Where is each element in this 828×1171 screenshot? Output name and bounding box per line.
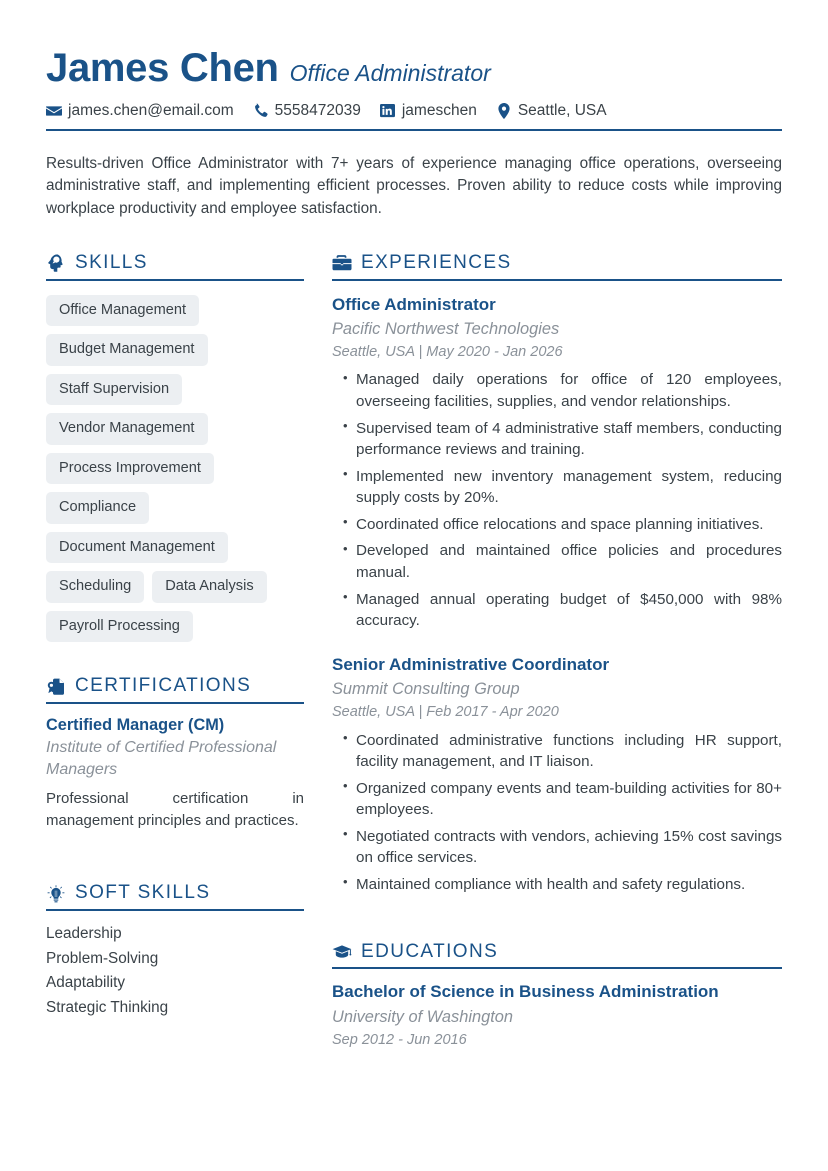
education-degree: Bachelor of Science in Business Administration bbox=[332, 982, 719, 1002]
section-skills bbox=[46, 253, 304, 642]
contact-email-value: james.chen@email.com bbox=[68, 101, 234, 119]
map-pin-icon bbox=[496, 103, 512, 119]
skill-tag: Vendor Management bbox=[46, 413, 208, 445]
experience-meta: Seattle, USA | Feb 2017 - Apr 2020 bbox=[332, 703, 559, 720]
contact-location-value: Seattle, USA bbox=[517, 101, 607, 119]
contact-phone[interactable] bbox=[253, 102, 361, 120]
skill-tag: Document Management bbox=[46, 532, 228, 564]
skill-tag: Data Analysis bbox=[152, 571, 266, 603]
skill-tag: Process Improvement bbox=[46, 453, 214, 485]
experience-bullet: • Managed annual operating budget of $450,000 with 98% accuracy. bbox=[332, 589, 782, 632]
experience-bullet: • Maintained compliance with health and safety regulations. bbox=[332, 874, 782, 896]
contact-phone-value: 5558472039 bbox=[274, 101, 361, 119]
section-header-skills bbox=[46, 253, 304, 281]
experience-bullet: • Organized company events and team-building activities for 80+ employees. bbox=[332, 778, 782, 821]
contact-location bbox=[496, 102, 607, 120]
professional-summary: Results-driven Office Administrator with 7+ years of experience managing office operations, overseeing administrative staff, and implementing efficient processes. Proven ability to reduce costs while improving workplace productivity and employee satisfaction. bbox=[46, 154, 782, 218]
section-header-certifications bbox=[46, 676, 304, 704]
experience-meta: Seattle, USA | May 2020 - Jan 2026 bbox=[332, 343, 563, 360]
section-title-experiences: EXPERIENCES bbox=[361, 251, 512, 273]
resume-header bbox=[46, 46, 782, 131]
contact-row bbox=[46, 102, 782, 131]
soft-skill-item: Problem-Solving bbox=[46, 949, 159, 967]
main-column bbox=[332, 253, 782, 1051]
head-brain-icon bbox=[46, 253, 66, 273]
experience-bullet: • Supervised team of 4 administrative staff members, conducting performance reviews and training. bbox=[332, 418, 782, 461]
experience-bullet: • Managed daily operations for office of 120 employees, overseeing facilities, supplies, and vendor relationships. bbox=[332, 369, 782, 412]
certification-description: Professional certification in management principles and practices. bbox=[46, 789, 304, 829]
skill-tag: Payroll Processing bbox=[46, 611, 193, 643]
briefcase-icon bbox=[332, 253, 352, 273]
soft-skill-item: Adaptability bbox=[46, 974, 126, 992]
experience-bullets bbox=[332, 730, 782, 896]
section-soft-skills bbox=[46, 883, 304, 1020]
experience-bullet: • Coordinated office relocations and space planning initiatives. bbox=[332, 514, 782, 536]
experience-bullet: • Developed and maintained office policies and procedures manual. bbox=[332, 540, 782, 583]
job-title: Office Administrator bbox=[289, 60, 491, 86]
phone-icon bbox=[253, 103, 269, 119]
soft-skill-item: Leadership bbox=[46, 925, 122, 943]
experience-company: Pacific Northwest Technologies bbox=[332, 319, 560, 338]
skill-tag: Compliance bbox=[46, 492, 149, 524]
experience-item bbox=[332, 294, 782, 632]
graduation-cap-icon bbox=[332, 942, 352, 962]
section-title-soft-skills: SOFT SKILLS bbox=[75, 882, 211, 904]
experience-bullet: • Negotiated contracts with vendors, achieving 15% cost savings on office services. bbox=[332, 826, 782, 869]
experience-role: Senior Administrative Coordinator bbox=[332, 654, 610, 674]
section-experiences bbox=[332, 253, 782, 896]
page-title: James Chen bbox=[46, 46, 279, 90]
experience-role: Office Administrator bbox=[332, 294, 496, 314]
linkedin-icon bbox=[380, 103, 396, 119]
certification-issuer: Institute of Certified Professional Managers bbox=[46, 739, 277, 778]
experience-bullet: • Implemented new inventory management system, reducing supply costs by 20%. bbox=[332, 466, 782, 509]
section-header-soft-skills bbox=[46, 883, 304, 911]
soft-skills-list bbox=[46, 922, 304, 1020]
section-educations bbox=[332, 942, 782, 1051]
skill-tag: Scheduling bbox=[46, 571, 144, 603]
experience-company: Summit Consulting Group bbox=[332, 679, 520, 698]
envelope-icon bbox=[46, 103, 62, 119]
name-line bbox=[46, 46, 782, 91]
certification-item bbox=[46, 715, 304, 832]
lightbulb-icon bbox=[46, 884, 66, 904]
section-title-skills: SKILLS bbox=[75, 251, 148, 273]
skill-tag: Office Management bbox=[46, 295, 199, 327]
section-header-educations bbox=[332, 942, 782, 970]
experience-bullets bbox=[332, 369, 782, 631]
contact-email[interactable] bbox=[46, 102, 234, 120]
section-header-experiences bbox=[332, 253, 782, 281]
soft-skill-item: Strategic Thinking bbox=[46, 998, 169, 1016]
section-certifications bbox=[46, 676, 304, 831]
certification-name: Certified Manager (CM) bbox=[46, 715, 225, 734]
skill-tag: Budget Management bbox=[46, 334, 208, 366]
contact-linkedin-value: jameschen bbox=[401, 101, 477, 119]
skill-tag: Staff Supervision bbox=[46, 374, 182, 406]
education-dates: Sep 2012 - Jun 2016 bbox=[332, 1031, 467, 1048]
sidebar-column bbox=[46, 253, 304, 1021]
certificate-icon bbox=[46, 677, 66, 697]
skills-tag-list bbox=[46, 295, 304, 643]
education-item bbox=[332, 981, 782, 1050]
experience-bullet: • Coordinated administrative functions including HR support, facility management, and IT liaison. bbox=[332, 730, 782, 773]
contact-linkedin[interactable] bbox=[380, 102, 477, 120]
content-columns bbox=[46, 253, 782, 1051]
experience-item bbox=[332, 654, 782, 896]
section-title-certifications: CERTIFICATIONS bbox=[75, 675, 252, 697]
education-school: University of Washington bbox=[332, 1007, 513, 1026]
section-title-educations: EDUCATIONS bbox=[361, 940, 499, 962]
